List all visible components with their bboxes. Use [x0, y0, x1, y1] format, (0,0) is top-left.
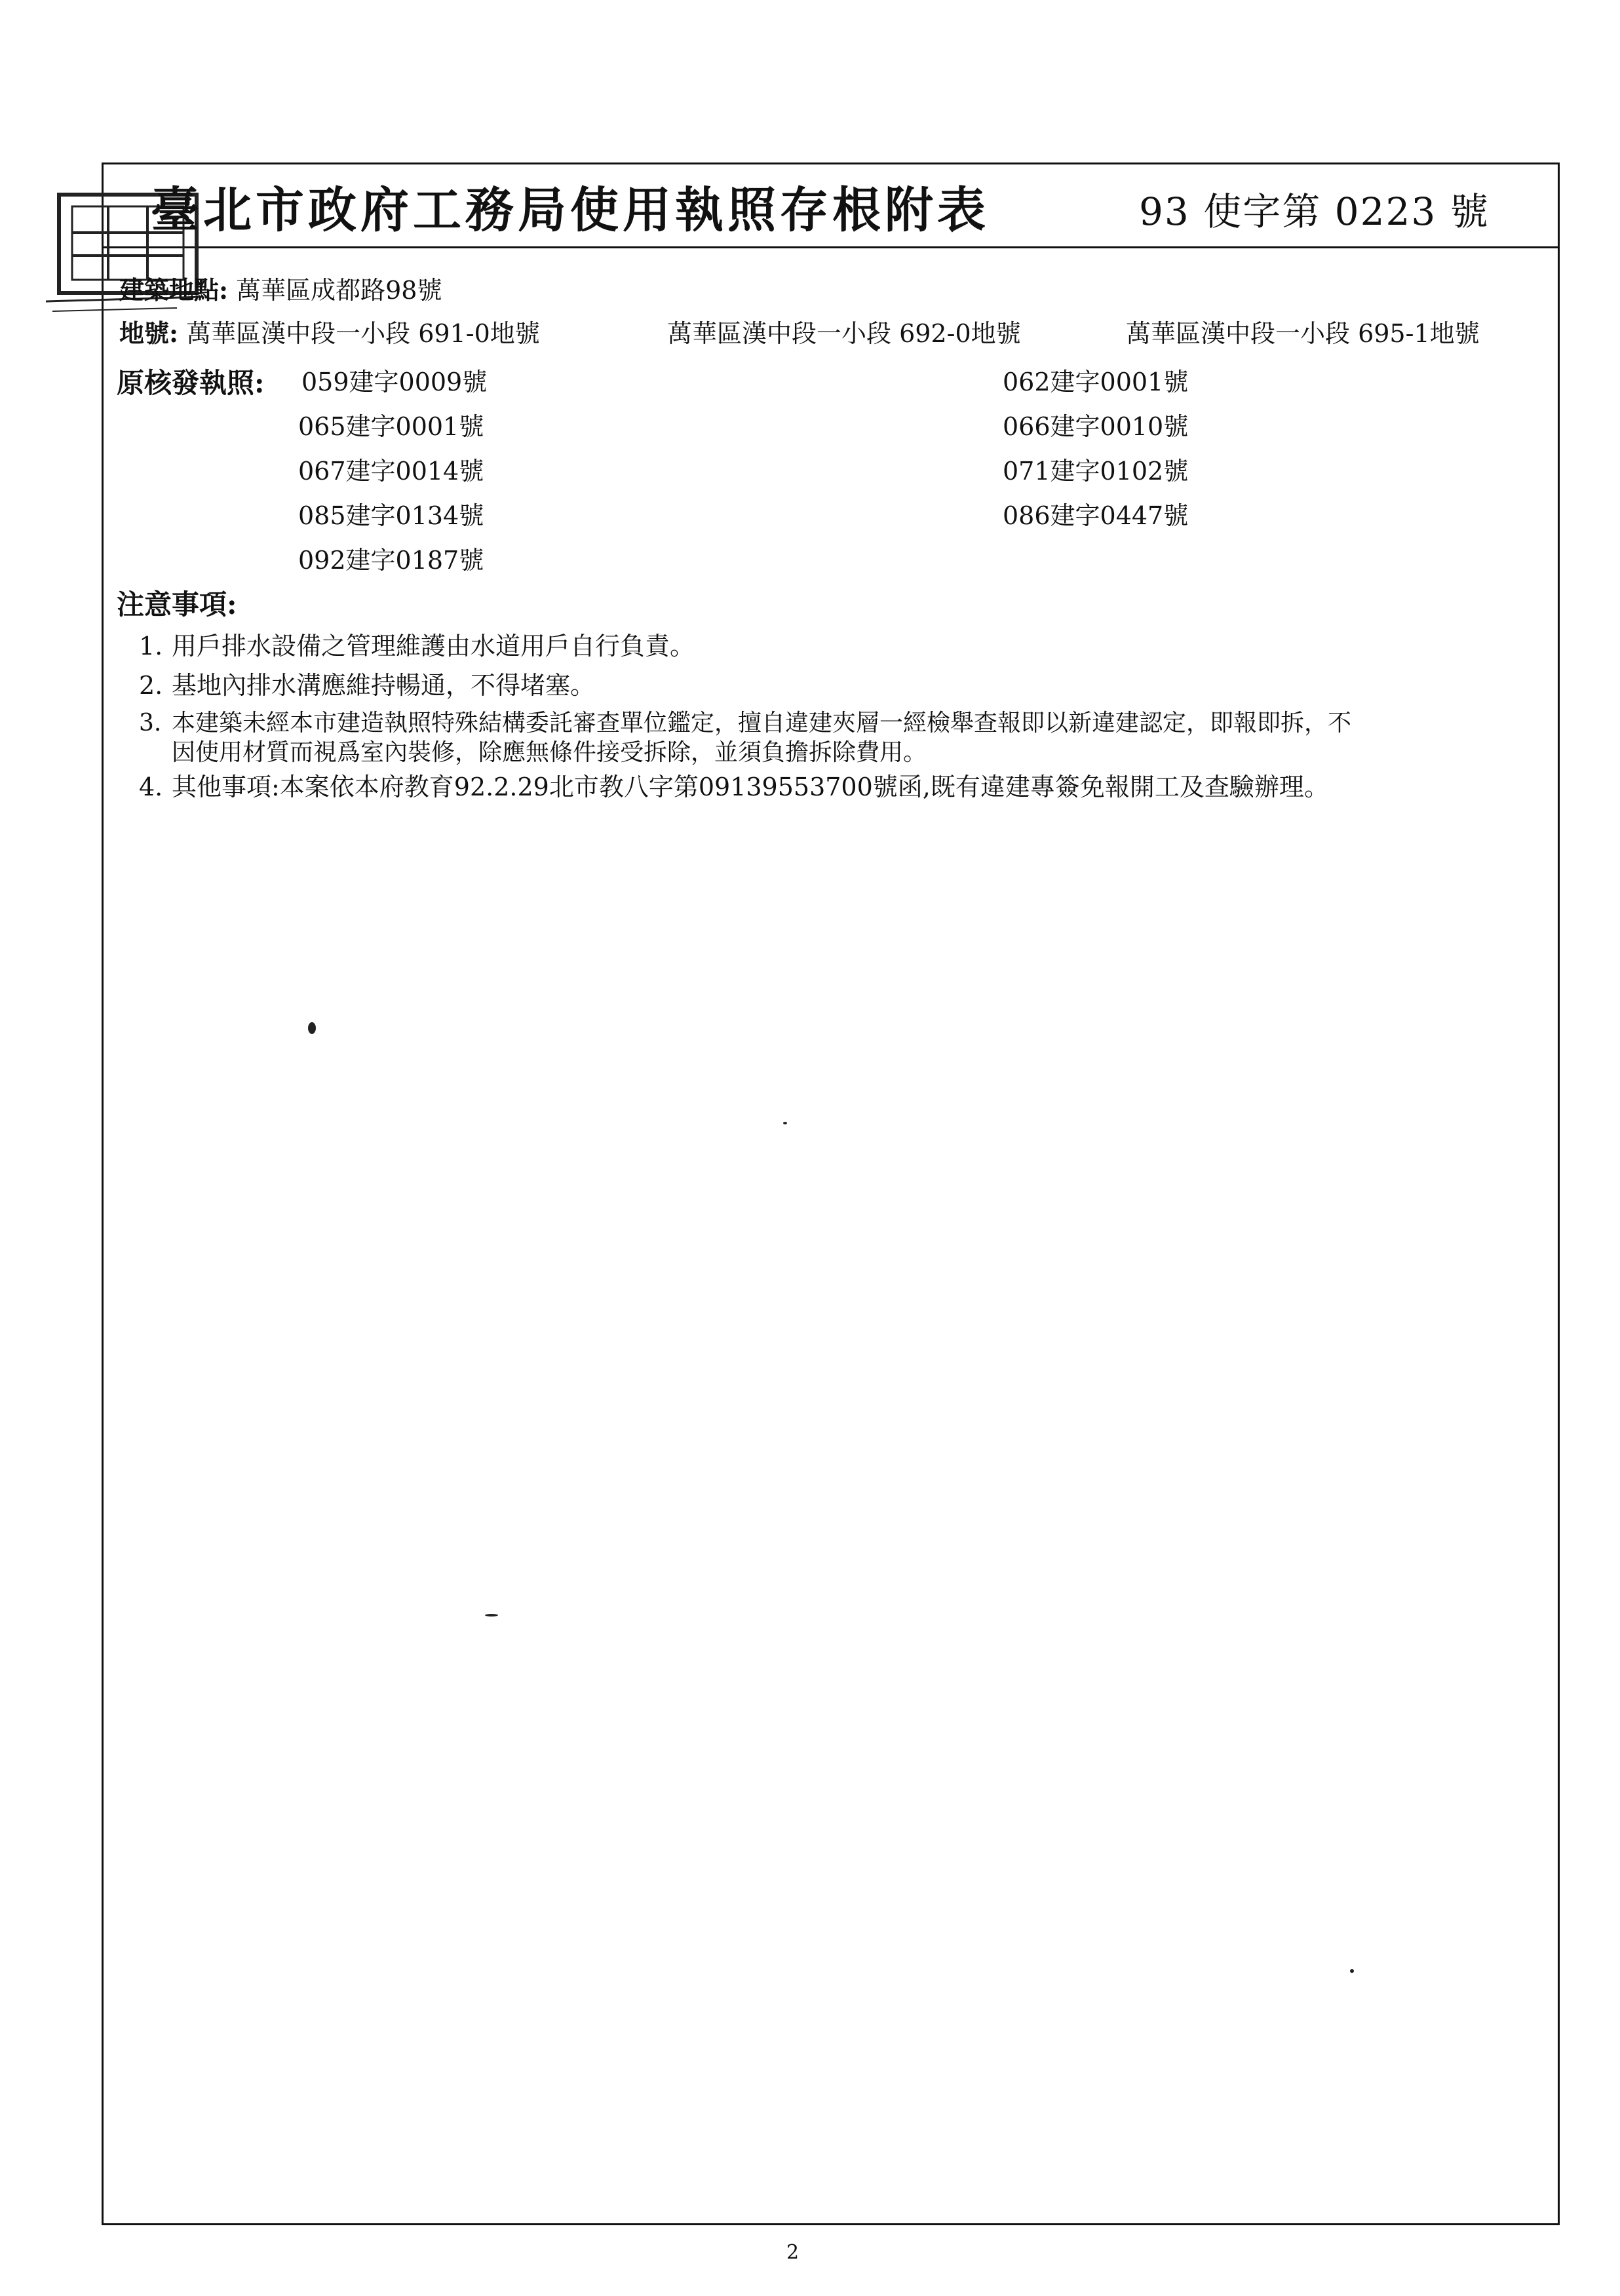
scan-speck — [485, 1614, 498, 1617]
permit-item: 066建字0010號 — [1003, 412, 1189, 441]
location-row — [119, 270, 442, 306]
permit-item: 085建字0134號 — [298, 501, 484, 530]
note-item — [139, 704, 1351, 738]
permit-item: 065建字0001號 — [298, 412, 484, 441]
permits-label: 原核發執照: — [117, 367, 265, 399]
note-text: 用戶排水設備之管理維護由水道用戶自行負責。 — [172, 632, 695, 660]
lot-item: 萬華區漢中段一小段 695-1地號 — [1126, 319, 1480, 348]
lot-item: 萬華區漢中段一小段 691-0地號 — [186, 319, 540, 348]
form-title: 臺北市政府工務局使用執照存根附表 — [151, 182, 990, 239]
permit-item: 092建字0187號 — [298, 546, 484, 575]
document-number: 93 使字第 0223 號 — [1139, 189, 1490, 234]
note-item — [139, 626, 695, 662]
note-text: 本建築未經本市建造執照特殊結構委託審查單位鑑定，擅自違建夾層一經檢舉查報即以新違建認定，即報即拆，不 — [172, 710, 1352, 737]
note-number: 4. — [139, 773, 163, 801]
lot-row-1 — [119, 313, 540, 349]
permit-item: 062建字0001號 — [1003, 368, 1189, 396]
scan-speck — [1350, 1969, 1354, 1973]
scan-speck — [783, 1122, 787, 1124]
note-text: 其他事項:本案依本府教育92.2.29北市教八字第09139553700號函,既有違建專簽免報開工及查驗辦理。 — [172, 773, 1329, 801]
lot-item: 萬華區漢中段一小段 692-0地號 — [667, 319, 1021, 348]
title-divider — [102, 246, 1560, 248]
location-address: 萬華區成都路98號 — [236, 276, 442, 305]
permit-item: 086建字0447號 — [1003, 501, 1189, 530]
permit-item: 067建字0014號 — [298, 457, 484, 486]
notes-heading: 注意事項: — [117, 588, 237, 621]
location-label: 建築地點: — [119, 275, 229, 305]
note-item — [139, 665, 595, 701]
note-number: 1. — [139, 632, 163, 660]
page-number: 2 — [786, 2241, 800, 2264]
note-number: 2. — [139, 671, 163, 700]
permit-item: 059建字0009號 — [301, 368, 488, 396]
permit-item: 071建字0102號 — [1003, 457, 1189, 486]
note-item — [139, 767, 1329, 803]
note-text: 基地內排水溝應維持暢通，不得堵塞。 — [172, 671, 596, 700]
lot-label: 地號: — [119, 318, 179, 348]
note-number: 3. — [139, 710, 162, 737]
scan-speck — [308, 1022, 316, 1034]
note-continuation: 因使用材質而視爲室內裝修，除應無條件接受拆除，並須負擔拆除費用。 — [172, 739, 927, 766]
